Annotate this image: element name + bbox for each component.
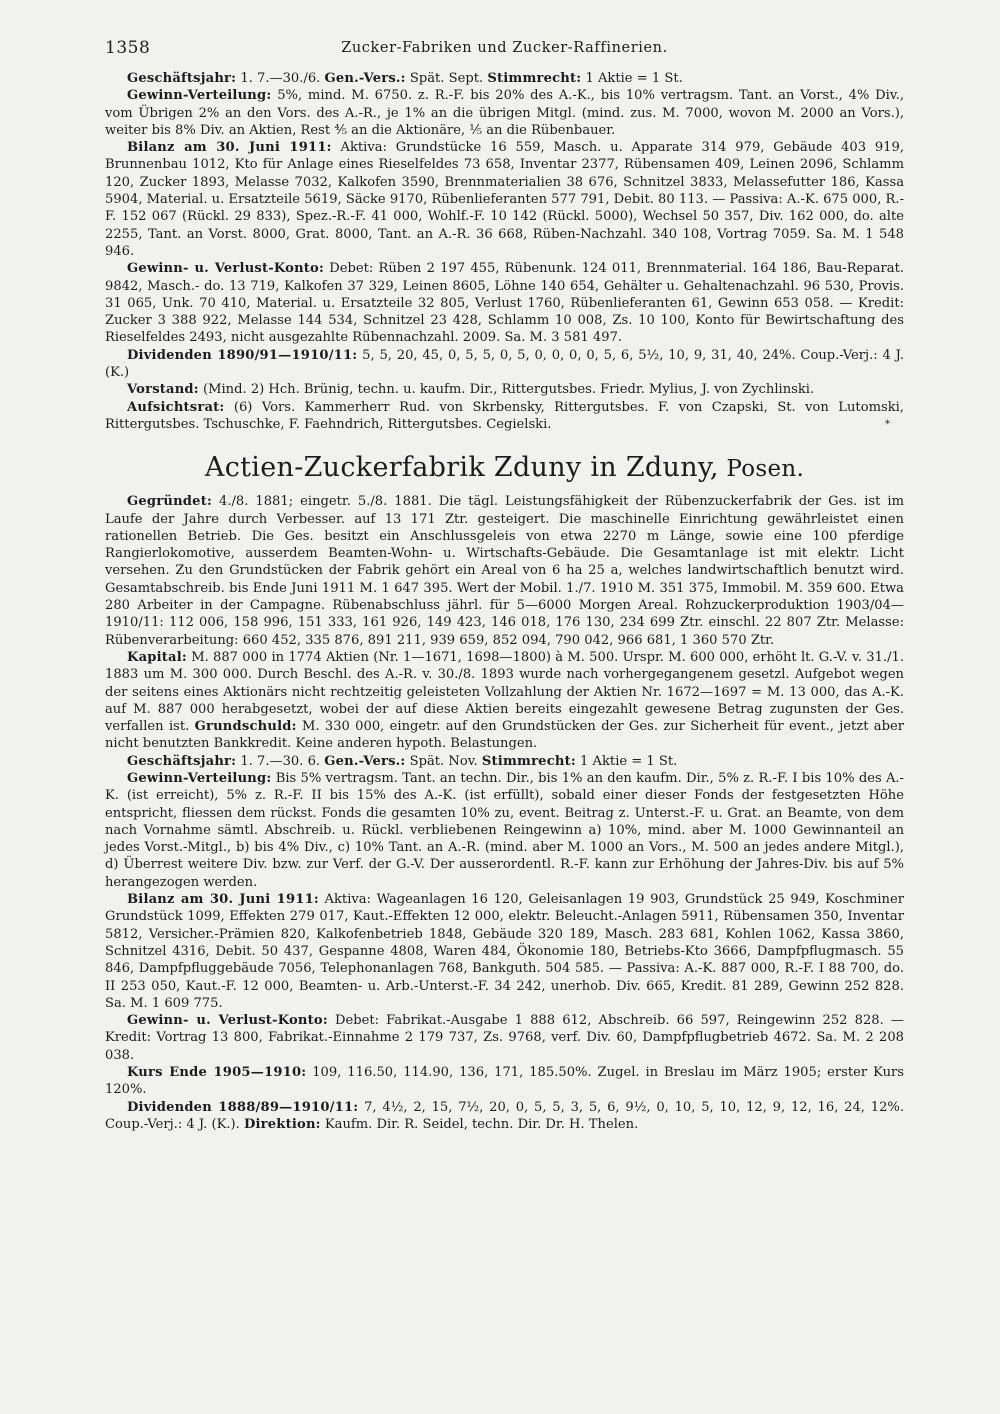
balance-sheet-paragraph: Bilanz am 30. Juni 1911: Aktiva: Grundstücke 16 559, Masch. u. Apparate 314 979, Gebäude 403 919, Brunnenbau 1012, Kto für Anlage eines Rieselfeldes 73 658, Inventar 2377, Rübensamen 409, Leinen 2096, Schlamm 120, Zucker 1893, Melasse 7032, Kalkofen 3590, Brennmaterialien 38 676, Schnitzel 3833, Melassefutter 186, Kassa 5904, Material. u. Ersatzteile 5619, Säcke 9170, Rübenlieferanten 577 791, Debit. 80 113. — Passiva: A.-K. 675 000, R.-F. 152 067 (Rückl. 29 833), Spez.-R.-F. 41 000, Wohlf.-F. 10 142 (Rückl. 5000), Wechsel 50 357, Div. 162 000, do. alte 2255, Tant. an Vorst. 8000, Grat. 8000, Tant. an A.-R. 36 668, Rüben-Nachzahl. 340 108, Vortrag 7059. Sa. M. 1 548 946. [105, 140, 904, 259]
dividends-paragraph: Dividenden 1888/89—1910/11: 7, 4½, 2, 15, 7½, 20, 0, 5, 5, 3, 5, 6, 9½, 0, 10, 5, 10, 12, 9, 12, 16, 24, 12%. Coup.-Verj.: 4 J. (K.). Direktion: Kaufm. Dir. R. Seidel, techn. Dir. Dr. H. Thelen. [105, 1099, 905, 1132]
previous-company-section [105, 70, 904, 433]
page-number: 1358 [105, 38, 151, 58]
founded-paragraph: Gegründet: 4./8. 1881; eingetr. 5./8. 1881. Die tägl. Leistungsfähigkeit der Rübenzuckerfabrik der Ges. ist im Laufe der Jahre durch Verbesser. auf 13 171 Ztr. gesteigert. Die maschinelle Einrichtung gewährleistet einen rationellen Betrieb. Die Ges. besitzt ein Anschlussgeleis von etwa 2270 m Länge, sowie eine 100 pferdige Rangierlokomotive, ausserdem Beamten-Wohn- u. Wirtschafts-Gebäude. Die Gesamtanlage ist mit elektr. Licht versehen. Zu den Grundstücken der Fabrik gehört ein Areal von 6 ha 25 a, welches landwirtschaftlich benutzt wird. Gesamtabschreib. bis Ende Juni 1911 M. 1 647 395. Wert der Mobil. 1./7. 1910 M. 351 375, Immobil. M. 359 600. Etwa 280 Arbeiter in der Campagne. Rübenabschluss jährl. für 5—6000 Morgen Areal. Rohzuckerproduktion 1903/04—1910/11: 112 006, 158 996, 151 333, 161 926, 149 423, 146 018, 176 130, 234 699 Ztr. einschl. 22 807 Ztr. Melasse: Rübenverarbeitung: 660 452, 335 876, 891 211, 939 659, 852 094, 790 042, 966 681, 1 360 570 Ztr. [105, 494, 904, 648]
footnote-asterisk: * [885, 418, 890, 430]
company-location: Posen. [718, 456, 805, 483]
company-name: Actien-Zuckerfabrik Zduny in Zduny, [204, 452, 719, 484]
running-header [105, 36, 904, 70]
company-heading [105, 451, 904, 486]
profit-distribution-paragraph: Gewinn-Verteilung: Bis 5% vertragsm. Tant. an techn. Dir., bis 1% an den kaufm. Dir., 5% z. R.-F. I bis 10% des A.-K. (ist erreicht), 5% z. R.-F. II bis 15% des A.-K. (ist erfüllt), sobald einer dieser Fonds der festgesetzten Höhe entspricht, fliessen dem rückst. Fonds die gesamten 10% zu, event. Beitrag z. Unterst.-F. u. Grat. an Beamte, von dem nach Vornahme sämtl. Abschreib. u. Rückl. verbliebenen Reingewinn a) 10%, mind. aber M. 1000 Gewinnanteil an jedes Vorst.-Mitgl., b) bis 4% Div., c) 10% Tant. an A.-R. (mind. aber M. 1000 an Vors., M. 500 an jedes andere Mitgl.), d) Überrest weitere Div. bzw. zur Verf. der G.-V. Der ausserordentl. R.-F. kann zur Erhöhung der Jahres-Div. bis auf 5% herangezogen werden. [105, 770, 904, 890]
profit-distribution-paragraph: Gewinn-Verteilung: 5%, mind. M. 6750. z. R.-F. bis 20% des A.-K., bis 10% vertragsm. Tant. an Vorst., 4% Div., vom Übrigen 2% an den Vors. des A.-R., je 1% an die übrigen Mitgl. (mind. zus. M. 7000, wovon M. 2000 an Vors.), weiter bis 8% Div. an Aktien, Rest ⅘ an die Aktionäre, ⅕ an die Rübenbauer. [105, 88, 904, 138]
supervisory-board-paragraph: Aufsichtsrat: (6) Vors. Kammerherr Rud. von Skrbensky, Rittergutsbes. F. von Czapski, St. von Lutomski, Rittergutsbes. Tschuschke, F. Faehndrich, Rittergutsbes. Cegielski. * [105, 399, 904, 432]
profit-loss-paragraph: Gewinn- u. Verlust-Konto: Debet: Rüben 2 197 455, Rübenunk. 124 011, Brennmaterial. 164 186, Bau-Reparat. 9842, Masch.- do. 13 719, Kalkofen 37 329, Leinen 8605, Löhne 140 654, Gehälter u. Gehaltenachzahl. 96 530, Provis. 31 065, Unk. 70 410, Material. u. Ersatzteile 32 805, Verlust 1760, Rübenlieferanten 61, Gewinn 653 058. — Kredit: Zucker 3 388 922, Melasse 144 534, Schnitzel 23 428, Schlamm 10 008, Zs. 10 100, Konto für Bewirtschaftung des Rieselfeldes 2493, nicht ausgezahlte Rübennachzahl. 2009. Sa. M. 3 581 497. [105, 261, 904, 346]
company-section [105, 493, 904, 1133]
capital-paragraph: Kapital: M. 887 000 in 1774 Aktien (Nr. 1—1671, 1698—1800) à M. 500. Urspr. M. 600 000, erhöht lt. G.-V. v. 31./1. 1883 um M. 300 000. Durch Beschl. des A.-R. v. 30./8. 1893 wurde nach vorhergegangenem gesetzl. Aufgebot wegen der seitens eines Aktionärs nicht rechtzeitig geleisteten Vollzahlung der Aktien Nr. 1672—1697 = M. 13 000, das A.-K. auf M. 887 000 herabgesetzt, wobei der auf diese Aktien bereits eingezahlt gewesene Betrag zugunsten der Ges. verfallen ist. Grundschuld: M. 330 000, eingetr. auf den Grundstücken der Ges. zur Sicherheit für event., jetzt aber nicht benutzten Bankkredit. Keine anderen hypoth. Belastungen. [105, 649, 904, 752]
profit-loss-paragraph: Gewinn- u. Verlust-Konto: Debet: Fabrikat.-Ausgabe 1 888 612, Abschreib. 66 597, Reingewinn 252 828. — Kredit: Vortrag 13 800, Fabrikat.-Einnahme 2 179 737, Zs. 9768, verf. Div. 60, Dampfpflugbetrieb 4672. Sa. M. 2 208 038. [105, 1013, 904, 1063]
fiscal-year-paragraph: Geschäftsjahr: 1. 7.—30./6. Gen.-Vers.: Spät. Sept. Stimmrecht: 1 Aktie = 1 St. [127, 71, 683, 86]
dividends-paragraph: Dividenden 1890/91—1910/11: 5, 5, 20, 45, 0, 5, 5, 0, 5, 0, 0, 0, 0, 5, 6, 5½, 10, 9, 31, 40, 24%. Coup.-Verj.: 4 J. (K.) [105, 347, 904, 381]
fiscal-year-paragraph: Geschäftsjahr: 1. 7.—30. 6. Gen.-Vers.: Spät. Nov. Stimmrecht: 1 Aktie = 1 St. [127, 753, 678, 769]
running-title: Zucker-Fabriken und Zucker-Raffinerien. [341, 40, 668, 56]
share-price-paragraph: Kurs Ende 1905—1910: 109, 116.50, 114.90, 136, 171, 185.50%. Zugel. in Breslau im März 1905; erster Kurs 120%. [105, 1065, 904, 1098]
board-paragraph: Vorstand: (Mind. 2) Hch. Brünig, techn. u. kaufm. Dir., Rittergutsbes. Friedr. Mylius, J. von Zychlinski. [127, 382, 815, 398]
balance-sheet-paragraph: Bilanz am 30. Juni 1911: Aktiva: Wageanlagen 16 120, Geleisanlagen 19 903, Grundstück 25 949, Koschminer Grundstück 1099, Effekten 279 017, Kaut.-Effekten 12 000, elektr. Beleucht.-Anlagen 5911, Rübensamen 350, Inventar 5812, Versicher.-Prämien 820, Kalkofenbetrieb 1848, Gebäude 320 189, Masch. 283 681, Kohlen 1062, Kassa 3860, Schnitzel 4316, Debit. 50 437, Gespanne 4808, Waren 484, Ökonomie 180, Betriebs-Kto 3666, Dampfpflugmasch. 55 846, Dampfpfluggebäude 7056, Telephonanlagen 768, Bankguth. 504 585. — Passiva: A.-K. 887 000, R.-F. I 88 700, do. II 253 050, Kaut.-F. 12 000, Beamten- u. Arb.-Unterst.-F. 34 242, unerhob. Div. 665, Kredit. 81 289, Gewinn 252 828. Sa. M. 1 609 775. [105, 892, 904, 1011]
